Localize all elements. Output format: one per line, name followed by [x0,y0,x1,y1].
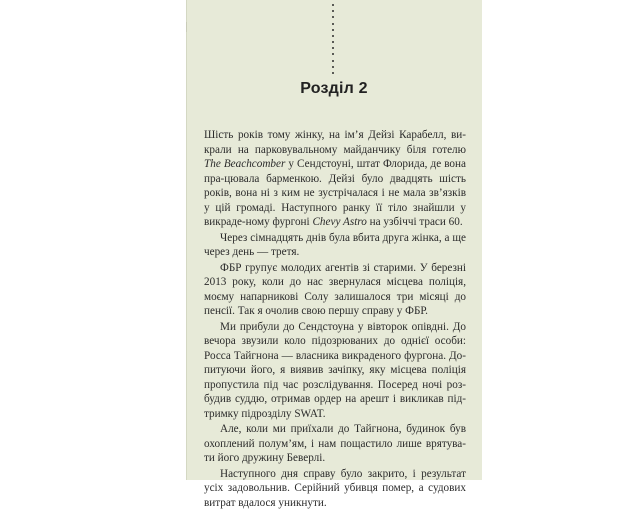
text-run: на узбіччі траси 60. [366,216,463,228]
text-run: у Сендстоуні, штат Флорида, де вона пра-цювала барменкою. Дейзі було двадцять шість років, вона ні з ким не зустрічалася і не мала зв’язків у цій громаді. Наступного ранку її тіло знайшли у викраде-ному фургоні [204,158,466,228]
chapter-title: Розділ 2 [300,80,368,97]
divider-dot [332,35,334,37]
paragraph: Ми прибули до Сендстоуна у вівторок опівдні. До вечора звузили коло підозрюваних до однієї особи: Росса Тайгнона — власника викраденого фургона. До-питуючи його, я виявив зачіпку, яку місцева поліція пропустила під час розслідування. Посеред ночі роз-будив суддю, отримав ордер на арешт і викликав під-тримку підрозділу SWAT. [204,320,466,420]
book-page [186,0,482,509]
paragraph: Наступного дня справу було закрито, і результат усіх задовольнив. Серійний убивця помер, а судових витрат вдалося уникнути. [204,467,466,509]
paragraph: Через сімнадцять днів була вбита друга жінка, а ще через день — третя. [204,231,466,258]
paragraph: ФБР групує молодих агентів зі старими. У березні 2013 року, коли до нас звернулася місцева поліція, моєму напарникові Солу залишалося три місяці до пенсії. Так я очолив свою першу справу у ФБР. [204,261,466,317]
divider-dot [332,47,334,49]
divider-dot [332,23,334,25]
divider-dot [332,29,334,31]
divider-dot [332,10,334,12]
dotted-divider [331,4,335,74]
paragraph [204,128,466,230]
paragraph: Але, коли ми приїхали до Тайгнона, будинок був охоплений полум’ям, і нам пощастило лише врятува-ти його дружину Беверлі. [204,423,466,464]
body-text [204,128,466,511]
divider-dot [332,41,334,43]
text-run: Шість років тому жінку, на ім’я Дейзі Карабелл, ви-крали на парковувальному майданчику біля готелю [204,129,466,156]
hotel-name: The Beachcomber [204,158,286,170]
divider-dot [332,53,334,55]
divider-dot [332,66,334,68]
page-edge-mark [186,22,193,32]
divider-dot [332,4,334,6]
divider-dot [332,16,334,18]
divider-dot [332,60,334,62]
divider-dot [332,72,334,74]
vehicle-name: Chevy Astro [312,216,367,228]
